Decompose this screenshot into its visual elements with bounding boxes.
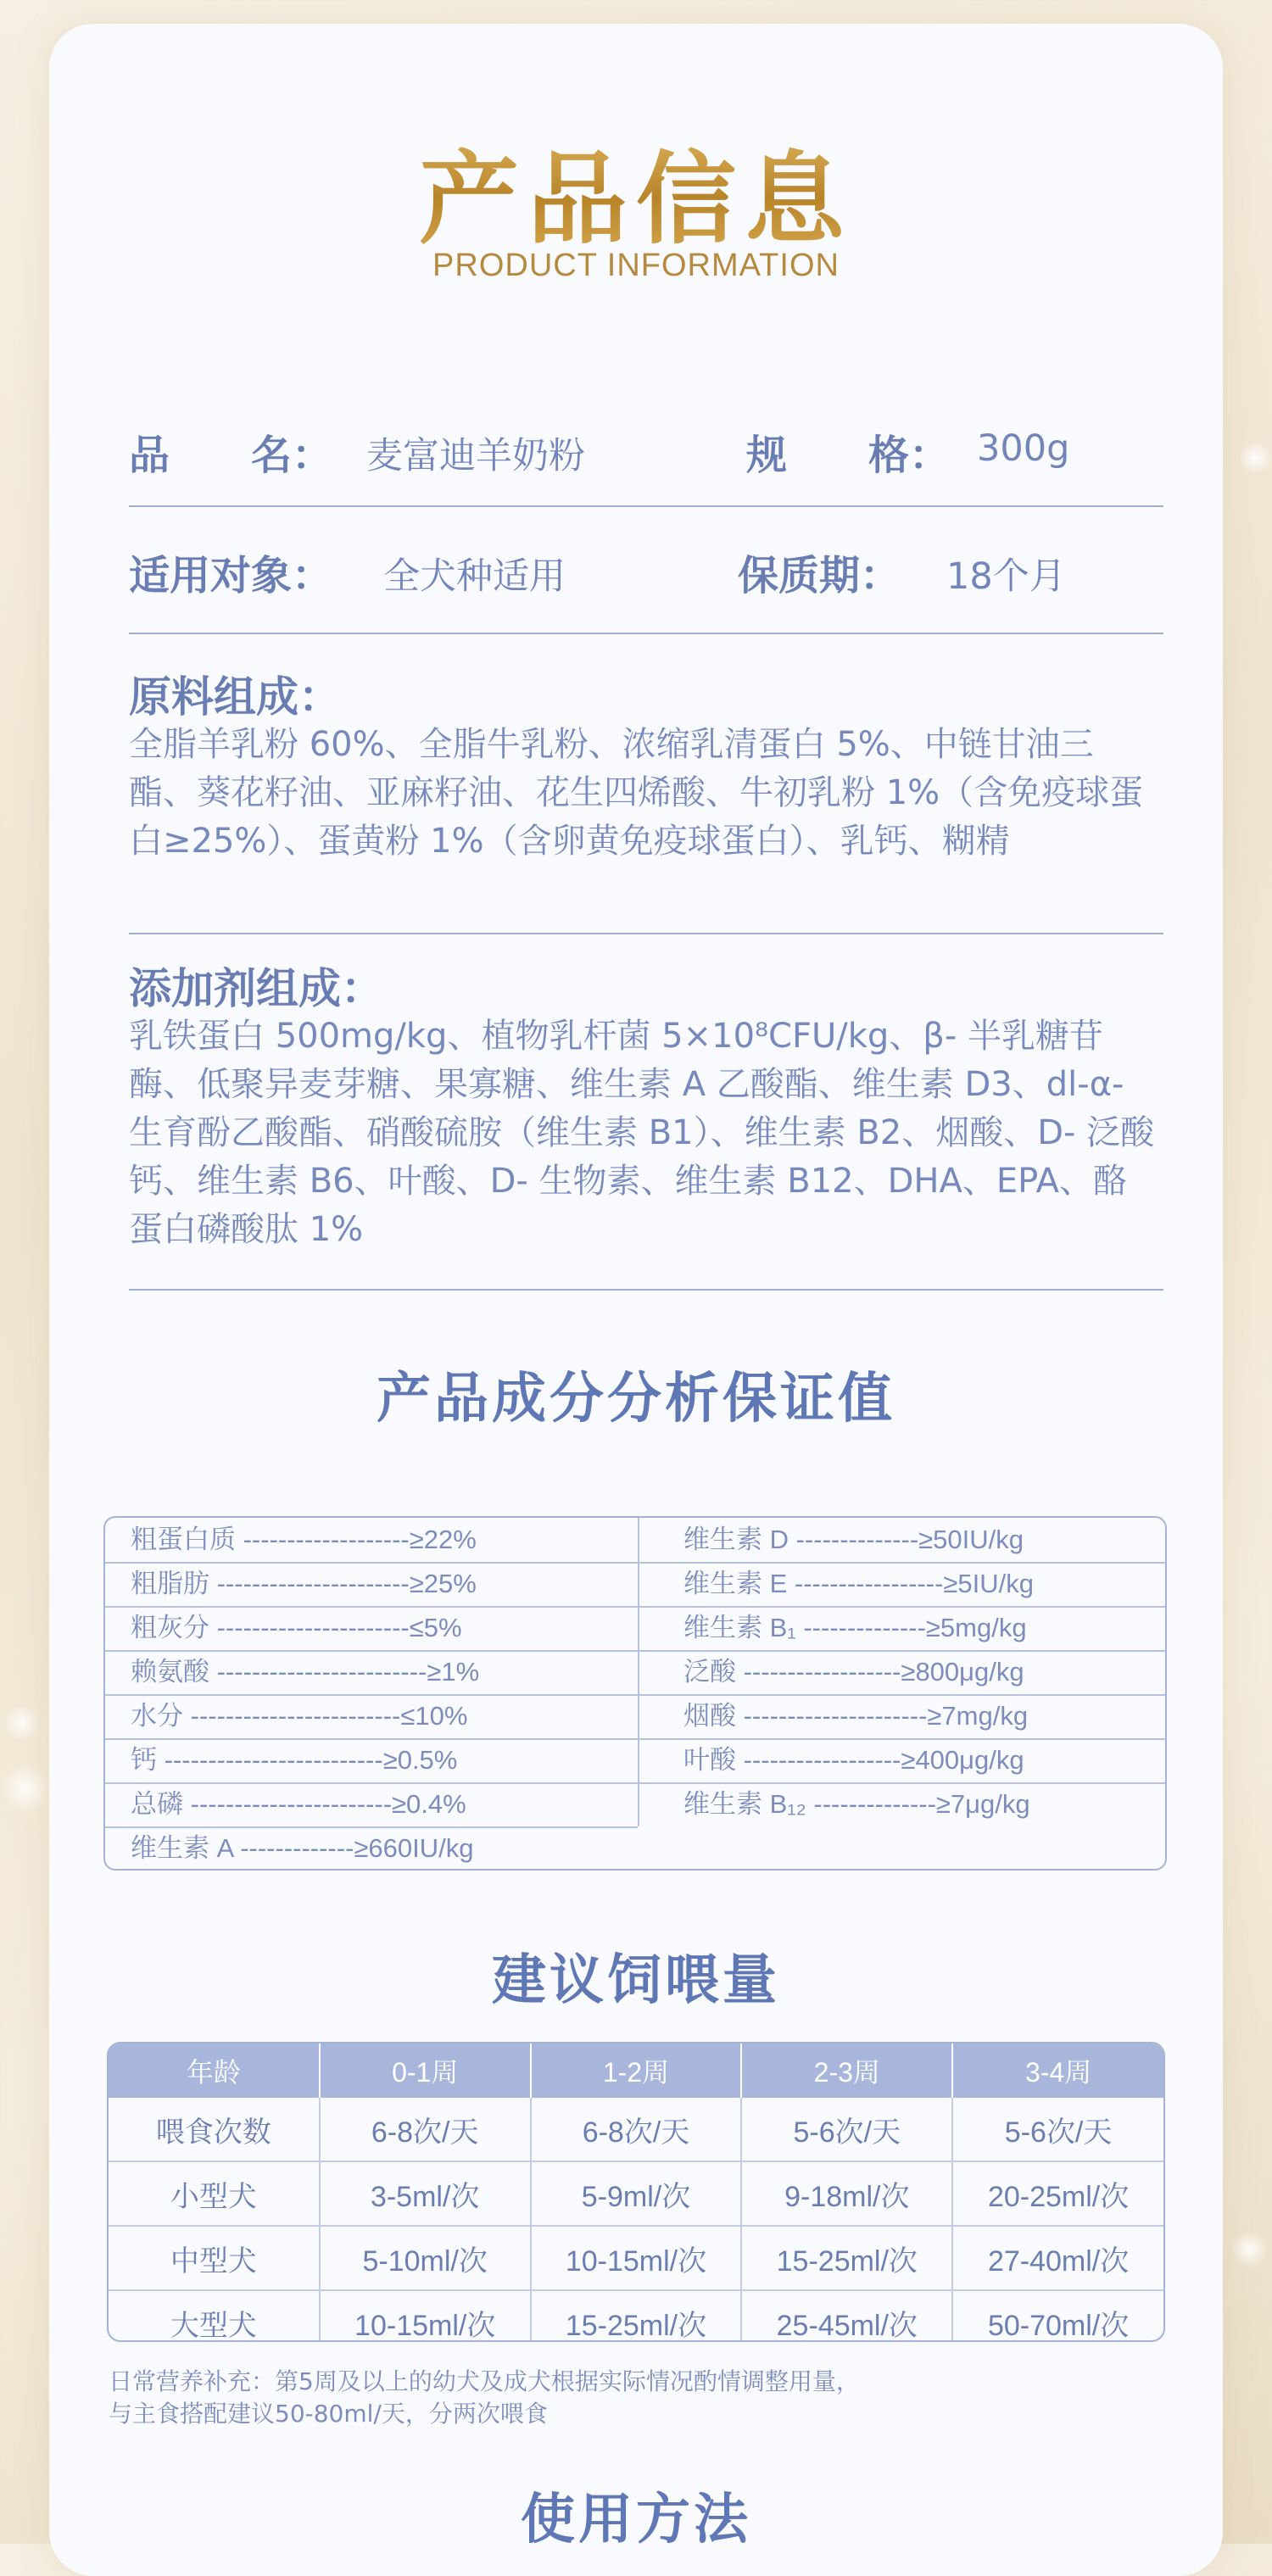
table-cell: 20-25ml/次 [952,2161,1163,2226]
analysis-item-folic-acid: 叶酸 ------------------≥400μg/kg [683,1745,1024,1775]
sparkle-decoration [1238,441,1272,475]
table-cell: 15-25ml/次 [741,2226,952,2290]
divider [129,1289,1163,1291]
table-row [109,2098,1163,2161]
analysis-heading: 产品成分分析保证值 [377,1368,895,1430]
table-cell: 5-6次/天 [741,2098,952,2161]
table-cell: 10-15ml/次 [531,2226,742,2290]
analysis-item-pantothenic-acid: 泛酸 ------------------≥800μg/kg [683,1657,1024,1687]
additives-text: 乳铁蛋白 500mg/kg、植物乳杆菌 5×10⁸CFU/kg、β- 半乳糖苷酶、低聚异麦芽糖、果寡糖、维生素 A 乙酸酯、维生素 D3、dl-α- 生育酚乙酸酯、硝酸硫胺（维生素 B1）、维生素 B2、烟酸、D- 泛酸钙、维生素 B6、叶酸、D- 生物素、维生素 B12、DHA、EPA、酪蛋白磷酸肽 1% [129,1017,1155,1249]
table-cell: 50-70ml/次 [987,2309,1130,2342]
table-header-row [109,2044,1163,2098]
ingredients-text: 全脂羊乳粉 60%、全脂牛乳粉、浓缩乳清蛋白 5%、中链甘油三酯、葵花籽油、亚麻籽油、花生四烯酸、牛初乳粉 1%（含免疫球蛋白≥25%）、蛋黄粉 1%（含卵黄免疫球蛋白）、乳钙、糊精 [129,725,1144,861]
table-cell: 9-18ml/次 [741,2161,952,2226]
table-cell: 15-25ml/次 [531,2290,742,2342]
page-title: 产品信息 [0,119,1272,263]
target-label: 适用对象： [129,552,333,599]
column-header: 2-3周 [741,2044,952,2098]
analysis-item-crude-protein: 粗蛋白质 -------------------≥22% [131,1525,477,1554]
analysis-item-phosphorus: 总磷 -----------------------≥0.4% [131,1789,466,1819]
shelf-life-value: 18个月 [946,555,1066,598]
table-cell: 25-45ml/次 [741,2290,952,2342]
column-header: 1-2周 [531,2044,742,2098]
analysis-item-niacin: 烟酸 ---------------------≥7mg/kg [683,1701,1029,1731]
product-name-label: 品 名： [129,432,333,479]
feeding-note-line: 日常营养补充：第5周及以上的幼犬及成犬根据实际情况酌情调整用量， [109,2367,860,2395]
column-header: 年龄 [109,2044,320,2098]
analysis-table [103,1516,1167,1871]
sparkle-decoration [0,1764,51,1815]
analysis-item-calcium: 钙 -------------------------≥0.5% [131,1745,458,1775]
shelf-life-label: 保质期： [738,552,901,599]
table-row [109,2226,1163,2290]
table-cell: 喂食次数 [109,2098,320,2161]
info-row-target-shelf [129,543,1163,611]
usage-heading: 使用方法 [521,2489,751,2551]
divider [129,633,1163,634]
table-cell: 3-5ml/次 [320,2161,531,2226]
spec-value: 300g [977,427,1070,470]
sparkle-decoration [3,1704,41,1742]
table-cell: 10-15ml/次 [320,2290,531,2342]
analysis-item-vitamin-b12: 维生素 B₁₂ --------------≥7μg/kg [683,1789,1030,1819]
feeding-heading: 建议饲喂量 [492,1949,780,2012]
table-row [109,2161,1163,2226]
ingredients-heading: 原料组成： [129,672,341,722]
analysis-item-vitamin-e: 维生素 E -----------------≥5IU/kg [683,1569,1035,1598]
spec-label: 规 格： [746,432,951,479]
target-value: 全犬种适用 [383,555,566,598]
table-cell: 中型犬 [109,2226,320,2290]
table-cell: 小型犬 [109,2161,320,2226]
page-subtitle: PRODUCT INFORMATION [432,248,840,283]
column-header: 0-1周 [320,2044,531,2098]
info-row-name-spec [129,422,1163,490]
feeding-note [109,2366,1177,2430]
analysis-item-lysine: 赖氨酸 ------------------------≥1% [131,1657,480,1687]
analysis-item-vitamin-b1: 维生素 B₁ --------------≥5mg/kg [683,1613,1027,1642]
table-cell: 6-8次/天 [320,2098,531,2161]
analysis-item-vitamin-a: 维生素 A -------------≥660IU/kg [131,1833,474,1863]
table-cell: 5-9ml/次 [531,2161,742,2226]
analysis-item-crude-fat: 粗脂肪 ----------------------≥25% [131,1569,477,1598]
feeding-note-line: 与主食搭配建议50-80ml/天，分两次喂食 [109,2400,548,2428]
additives-heading: 添加剂组成： [129,964,383,1013]
table-cell: 大型犬 [109,2290,320,2342]
table-cell: 5-10ml/次 [320,2226,531,2290]
table-row [109,2290,1163,2342]
analysis-item-vitamin-d: 维生素 D --------------≥50IU/kg [683,1525,1024,1554]
feeding-table [107,2042,1165,2342]
divider [129,933,1163,934]
product-name-value: 麦富迪羊奶粉 [366,435,585,477]
table-cell: 27-40ml/次 [952,2226,1163,2290]
analysis-item-moisture: 水分 ------------------------≤10% [131,1701,468,1731]
sparkle-decoration [1230,2230,1269,2269]
table-cell: 5-6次/天 [952,2098,1163,2161]
table-cell: 6-8次/天 [531,2098,742,2161]
divider [129,505,1163,507]
analysis-item-crude-ash: 粗灰分 ----------------------≤5% [131,1613,462,1642]
column-header: 3-4周 [952,2044,1163,2098]
